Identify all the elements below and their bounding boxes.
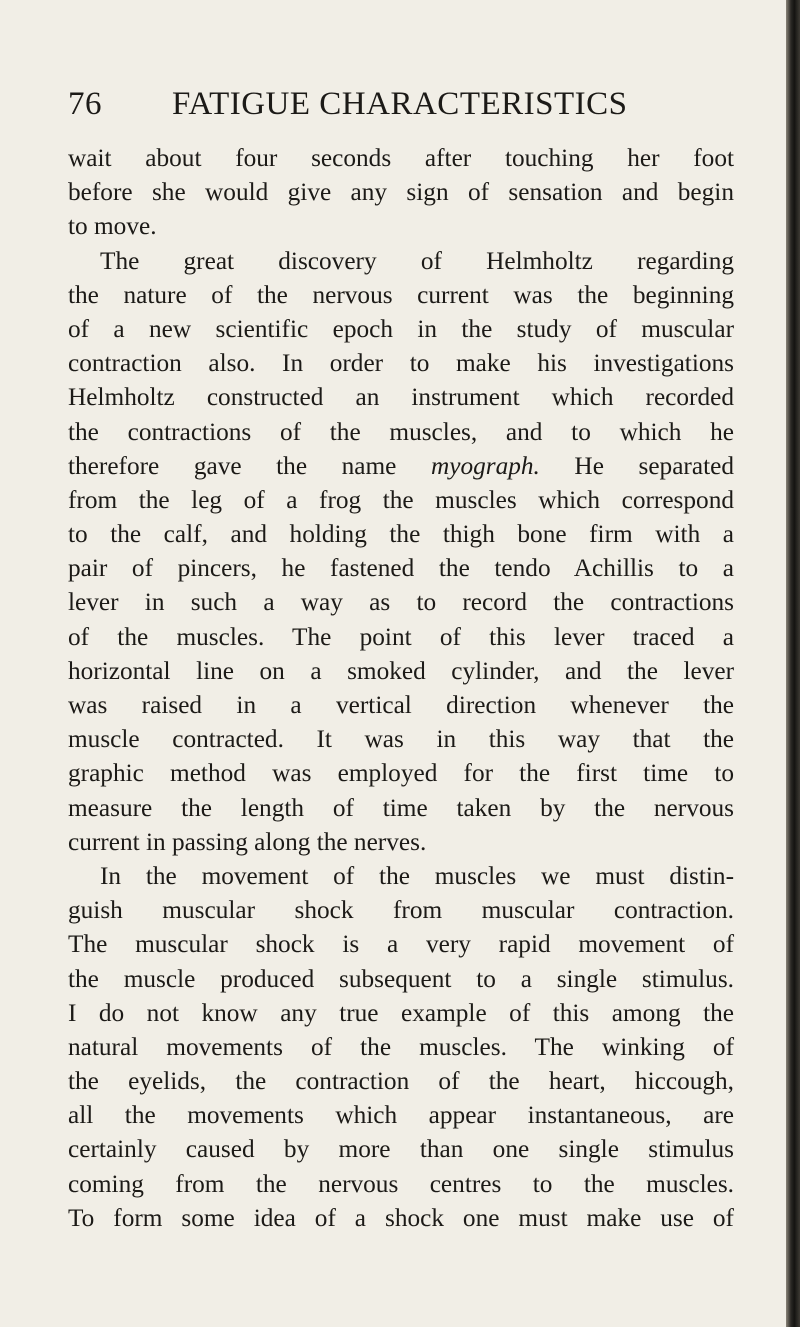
running-title: FATIGUE CHARACTERISTICS: [172, 86, 628, 122]
running-header: [68, 84, 728, 124]
text-line: before she would give any sign of sensation and begin: [68, 178, 734, 207]
text-line: I do not know any true example of this among the: [68, 998, 734, 1027]
text-line: all the movements which appear instantaneous, are: [68, 1101, 734, 1130]
body-text: [68, 141, 734, 1235]
text-line: current in passing along the nerves.: [68, 827, 427, 856]
text-line: wait about four seconds after touching her foot: [68, 144, 734, 172]
text-line: muscle contracted. It was in this way that the: [68, 725, 734, 754]
text-line: to the calf, and holding the thigh bone firm with a: [68, 520, 734, 549]
text-line: the eyelids, the contraction of the heart, hiccough,: [68, 1067, 734, 1096]
text-line: the nature of the nervous current was the beginning: [68, 280, 734, 309]
text-line: was raised in a vertical direction whenever the: [68, 691, 734, 719]
text-line: The muscular shock is a very rapid movement of: [68, 930, 734, 959]
text-line: the muscle produced subsequent to a single stimulus.: [68, 964, 734, 993]
text-line: [68, 449, 734, 483]
text-line: to move.: [68, 212, 157, 241]
text-line: To form some idea of a shock one must make use of: [68, 1203, 734, 1232]
text-line: graphic method was employed for the first time to: [68, 759, 734, 788]
text-line: coming from the nervous centres to the muscles.: [68, 1169, 734, 1198]
text-line: guish muscular shock from muscular contraction.: [68, 896, 734, 925]
text-line: horizontal line on a smoked cylinder, and the lever: [68, 656, 734, 685]
page-number: 76: [68, 86, 102, 122]
page-edge-shadow: [786, 0, 800, 1327]
text-line: measure the length of time taken by the nervous: [68, 793, 734, 822]
text-line: Helmholtz constructed an instrument which recorded: [68, 383, 734, 412]
text-line: natural movements of the muscles. The winking of: [68, 1032, 734, 1061]
text-line: from the leg of a frog the muscles which correspond: [68, 485, 734, 514]
text-line: of the muscles. The point of this lever traced a: [68, 622, 734, 651]
text-line: contraction also. In order to make his investigations: [68, 349, 734, 378]
text-line: pair of pincers, he fastened the tendo Achillis to a: [68, 554, 734, 583]
text-line: of a new scientific epoch in the study of muscular: [68, 314, 734, 343]
text-segment: therefore gave the name: [68, 451, 431, 480]
text-line: The great discovery of Helmholtz regarding: [100, 246, 734, 275]
text-line: certainly caused by more than one single stimulus: [68, 1135, 734, 1164]
text-line: lever in such a way as to record the contractions: [68, 588, 734, 617]
italic-term: myograph.: [430, 451, 540, 480]
text-line: the contractions of the muscles, and to which he: [68, 417, 734, 446]
text-line: In the movement of the muscles we must distin-: [100, 861, 734, 890]
text-segment: He separated: [539, 451, 734, 480]
